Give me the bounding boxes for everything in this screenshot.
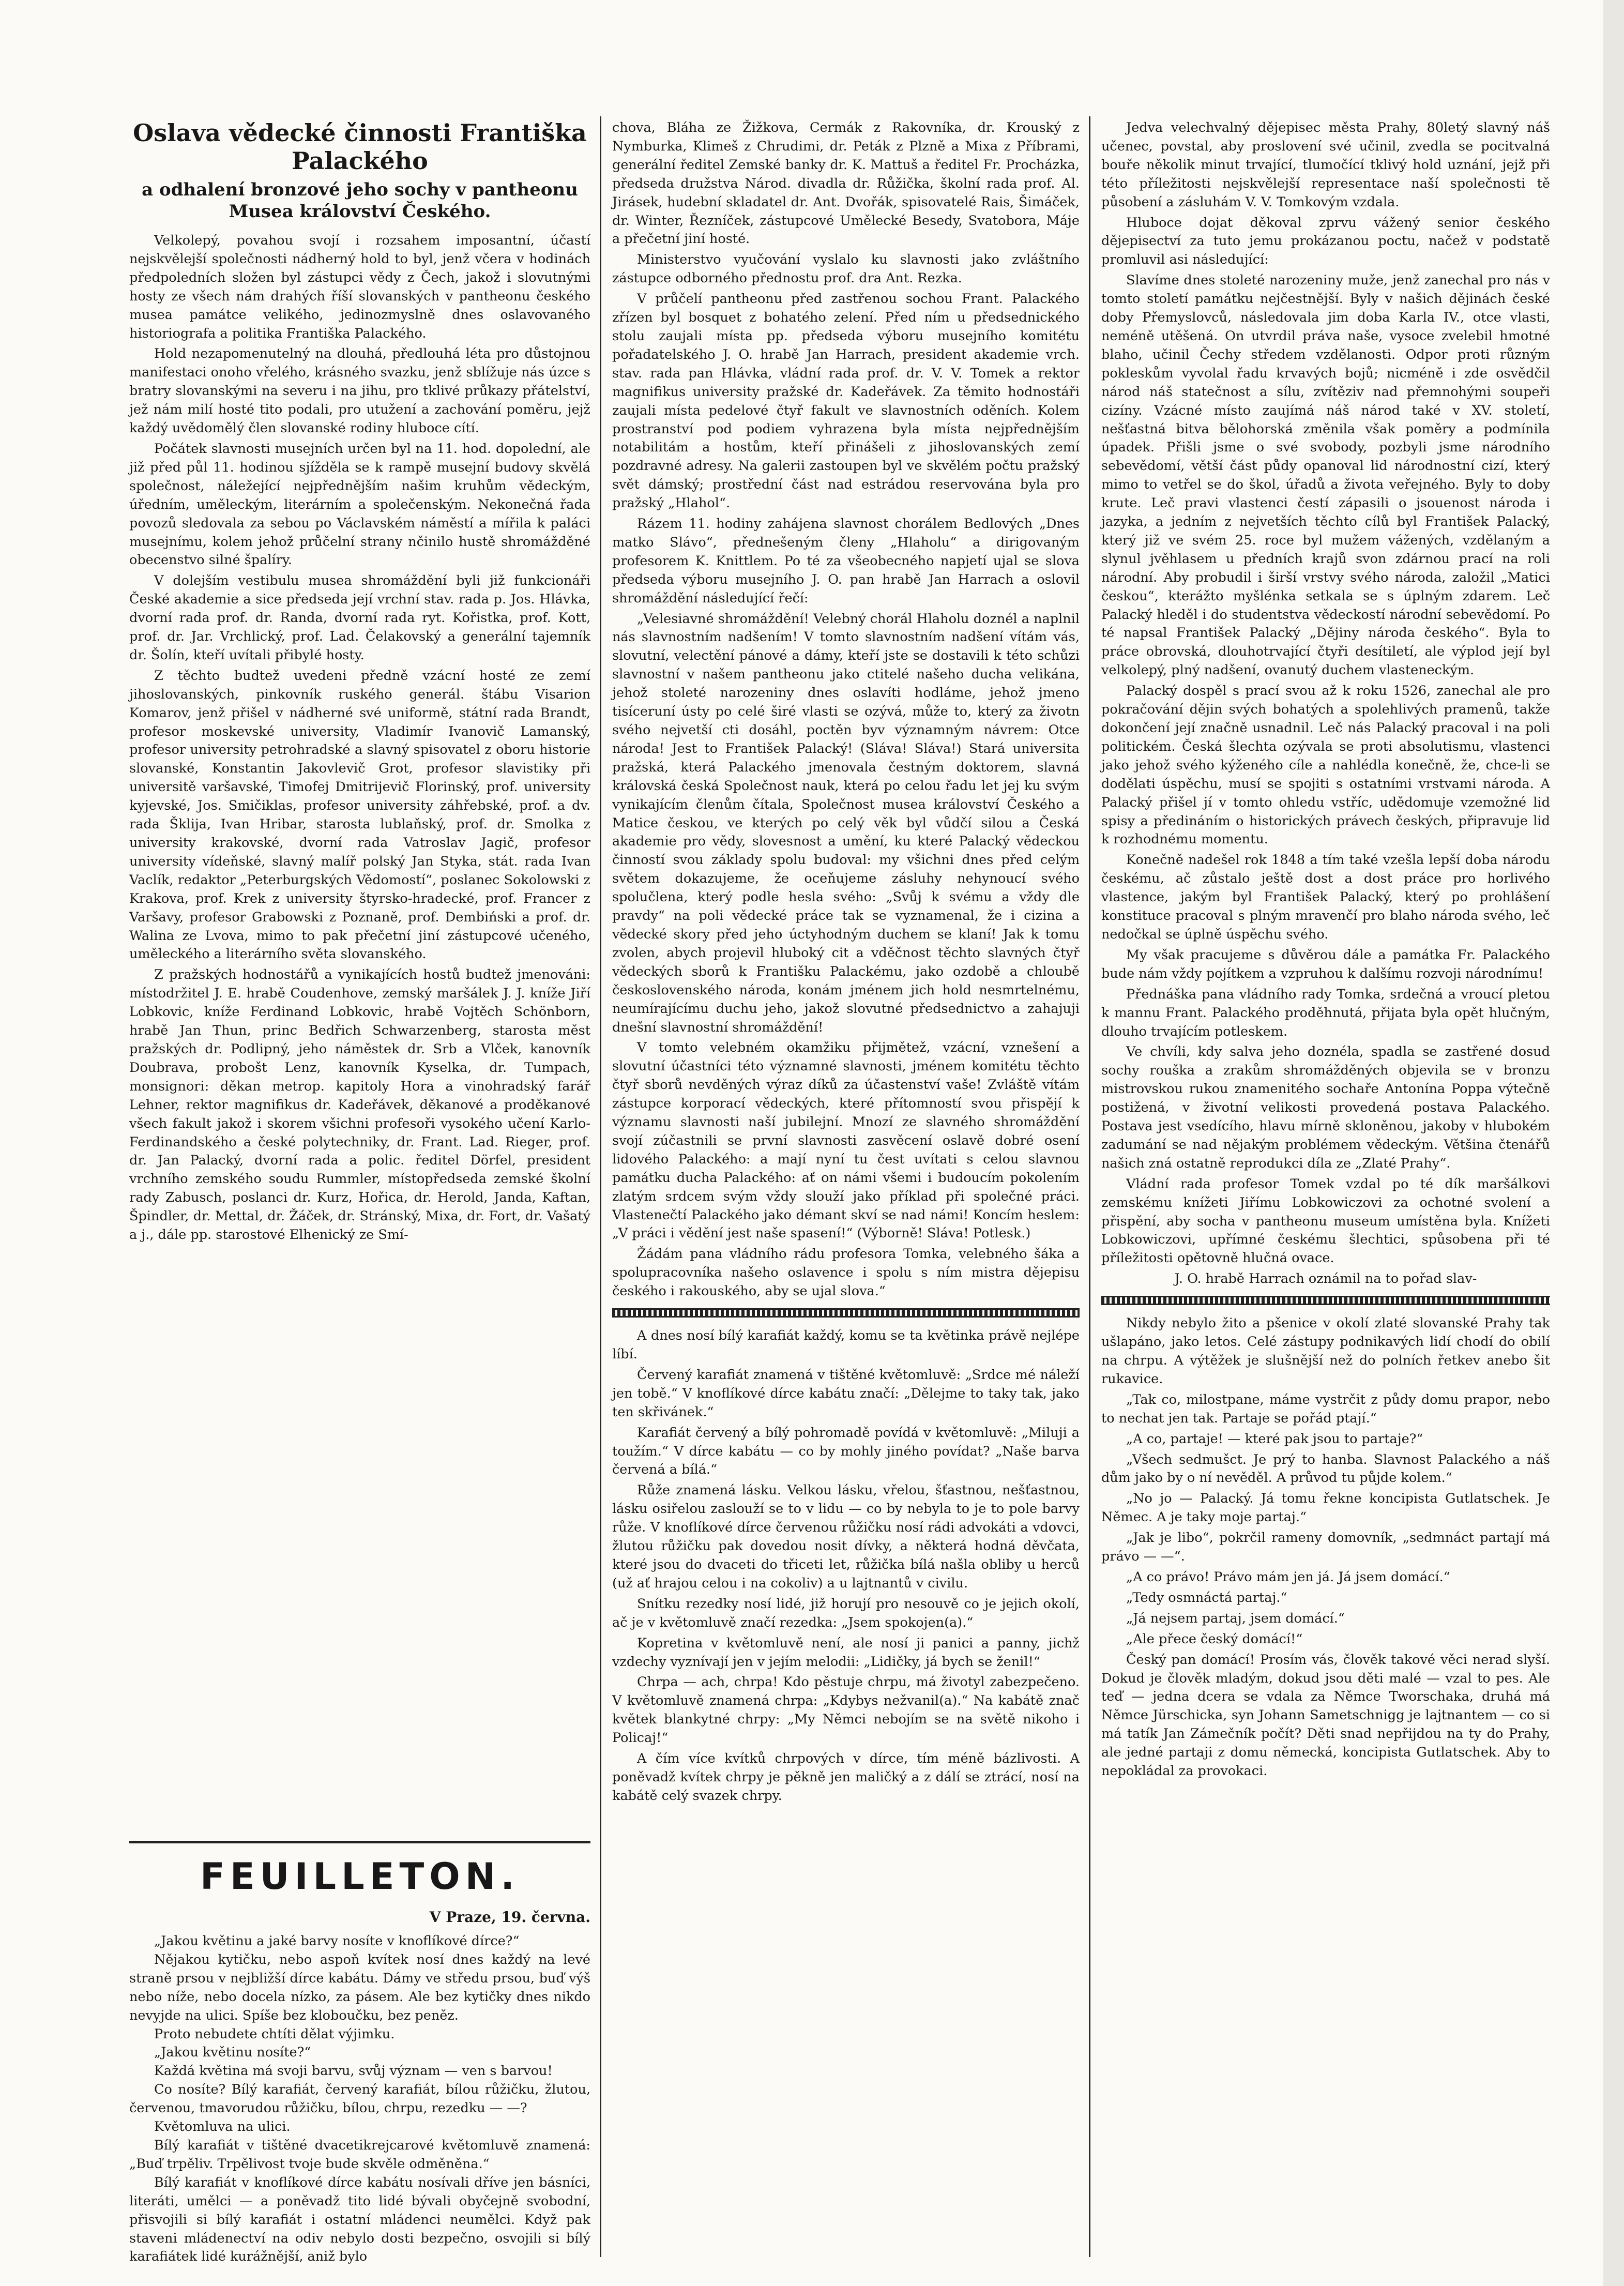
paragraph: Bílý karafiát v knoflíkové dírce kabátu nosívali dříve jen básníci, literáti, umělci — a poněvadž tito lidé bývali obyčejně svobodní, přisvojili si bílý karafiát i ostatní mládenci neumělci. Když pak staveni mládenectví na odiv nebylo dosti bezpečno, osvojili si bílý karafiátek lidé kurážnější, aniž bylo bbox=[129, 2174, 590, 2265]
paragraph: Konečně nadešel rok 1848 a tím také vzešla lepší doba národu českému, ač zůstalo ještě dost a dost práce pro horlivého vlastence, jakým byl František Palacký, který po prohlášení konstituce pracoval s plným mravenčí pro blaho národa svého, leč nedočkal se úplně úspěchu svého. bbox=[1101, 852, 1550, 942]
paragraph: „A co právo! Právo mám jen já. Já jsem domácí.“ bbox=[1126, 1569, 1450, 1585]
paragraph: „Já nejsem partaj, jsem domácí.“ bbox=[1126, 1610, 1345, 1626]
paragraph: Hold nezapomenutelný na dlouhá, předlouhá léta pro důstojnou manifestaci onoho vřelého, krásného svazku, jenž sblížuje nás úzce s bratry slovanskými na severu i na jihu, pro tklivé průkazy přátelství, jež nám milí hosté tito podali, pro utužení a zachování poměru, jejž každý uvědomělý člen slovanské rodiny hluboce cítí. bbox=[129, 346, 590, 436]
feuilleton-section bbox=[129, 1841, 590, 2265]
article-subtitle: a odhalení bronzové jeho sochy v pantheonu Musea království Českého. bbox=[142, 179, 578, 222]
paragraph: Palacký dospěl s prací svou až k roku 1526, zanechal ale pro pokračování dějin svých bohatých a spolehlivých pramenů, takže dokončení její značně usnadnil. Leč nás Palacký pracoval i na poli politickém. Česká šlechta ozývala se proti absolutismu, vlastenci jako jehož svého kýženého cíle a nahlédla konečně, že, chce-li se dodělati úspěchu, musí se spojiti s ostatními vrstvami národa. A Palacký přišel jí v tomto ohledu vstříc, udědomuje vzemožné lid spisy a předináním o historických právech českých, připravuje lid k rozhodnému momentu. bbox=[1101, 683, 1550, 847]
paragraph: Bílý karafiát v tištěné dvacetikrejcarové květomluvě znamená: „Buď trpěliv. Trpělivost tvoje bude skvěle odměněna.“ bbox=[129, 2137, 590, 2172]
paragraph: „Jak je libo“, pokrčil rameny domovník, „sedmnáct partají má právo — —“. bbox=[1101, 1530, 1550, 1565]
paragraph: Proto nebudete chtíti dělat výjimku. bbox=[154, 2026, 395, 2042]
paragraph: Z těchto budtež uvedeni předně vzácní hosté ze zemí jihoslovanských, pinkovník ruského generál. štábu Visarion Komarov, jenž přišel v nádherné své uniformě, státní rada Brandt, profesor moskevské university, Vladimír Ivanovič Lamanský, profesor university petrohradské a slavný spisovatel z oboru historie slovanské, Konstantin Jakovlevič Grot, profesor slavistiky při universitě varšavské, Timofej Dmitrijevič Florinský, prof. university kyjevské, Jos. Smičiklas, profesor university záhřebské, prof. a dv. rada Šklija, Ivan Hribar, starosta lublaňský, prof. dr. Smolka z university krakovské, dvorní rada Vatroslav Jagič, profesor university vídeňské, slavný malíř polský Jan Styka, stát. rada Ivan Vaclík, redaktor „Peterburgských Vědomostí“, poslanec Sokolowski z Krakova, prof. Krek z university štyrsko-hradecké, prof. Francer z Varšavy, profesor Grabowski z Poznaně, prof. Dembiński a prof. dr. Walina ze Lvova, mimo to pak přečetní jiní zástupcové učeného, uměleckého a literárního světa slovanského. bbox=[129, 668, 590, 962]
paragraph: „A co, partaje! — které pak jsou to partaje?“ bbox=[1126, 1431, 1423, 1447]
column-rule bbox=[1089, 116, 1090, 2257]
section-divider bbox=[1101, 1296, 1550, 1305]
paragraph: Ve chvíli, kdy salva jeho doznéla, spadla se zastřené dosud sochy rouška a zrakům shromážděných objevila se v bronzu mistrovskou rukou znamenitého sochaře Antonína Poppa výtečně postižená, v životní velikosti provedená postava Palackého. Postava jest vsedícího, hlavu mírně skloněnou, jakoby v hlubokém zadumání se nad nějakým problémem vědeckým. Většina čtenářů našich zná ostatně reprodukci díla ze „Zlaté Prahy“. bbox=[1101, 1044, 1550, 1171]
paragraph: „Jakou květinu nosíte?“ bbox=[154, 2045, 311, 2061]
column-2 bbox=[612, 119, 1080, 2239]
paragraph: Nikdy nebylo žito a pšenice v okolí zlaté slovanské Prahy tak ušlapáno, jako letos. Celé zástupy podnikavých lidí chodí do obilí na chrpu. A výtěžek je slušnější než do polních řetkev anebo šit rukavice. bbox=[1101, 1315, 1550, 1387]
paragraph: Nějakou kytičku, nebo aspoň kvítek nosí dnes každý na levé straně prsou v nejbližší dírce kabátu. Dámy ve středu prsou, buď výš nebo níže, nebo docela nízko, za pásem. Ale bez kytičky dnes nikdo nevyjde na ulici. Spíše bez kloboučku, bez peněz. bbox=[129, 1951, 590, 2023]
paragraph: Kopretina v květomluvě není, ale nosí ji panici a panny, jichž vzdechy vyznívají jen v jejím melodii: „Lidičky, já bych se ženil!“ bbox=[612, 1635, 1080, 1670]
paragraph: My však pracujeme s důvěrou dále a památka Fr. Palackého bude nám vždy pojítkem a vzpruhou k dalšímu rozvoji národnímu! bbox=[1101, 947, 1550, 981]
paragraph: Co nosíte? Bílý karafiát, červený karafiát, bílou růžičku, žlutou, červenou, tmavorudou růžičku, bílou, chrpu, rezedku — —? bbox=[129, 2082, 590, 2116]
paragraph: Žádám pana vládního rádu profesora Tomka, velebného šáka a spolupracovníka našeho oslavence i spolu s ním mistra dějepisu českého i rakouského, aby se ujal slova.“ bbox=[612, 1246, 1080, 1299]
section-divider bbox=[129, 1841, 590, 1843]
column-3 bbox=[1101, 119, 1550, 2239]
paragraph: Přednáška pana vládního rady Tomka, srdečná a vroucí pletou k mannu Frant. Palackého proděhnutá, přijata byla opět hlučným, dlouho trvajícím potleskem. bbox=[1101, 986, 1550, 1039]
article-body-col1 bbox=[129, 232, 590, 1245]
paragraph: Chrpa — ach, chrpa! Kdo pěstuje chrpu, má životyl zabezpečeno. V květomluvě znamená chrpa: „Kdybys nežvanil(a).“ Na kabátě znač květek blankytné chrpy: „My Němci nebojím se na světě nikoho i Policaj!“ bbox=[612, 1674, 1080, 1746]
paragraph: Květomluva na ulici. bbox=[154, 2119, 291, 2135]
paragraph: Rázem 11. hodiny zahájena slavnost chorálem Bedlových „Dnes matko Slávo“, přednešeným členy „Hlaholu“ a dirigovaným profesorem K. Knittlem. Po té za všeobecného napjetí ujal se slova předseda výboru musejního J. O. pan hrabě Jan Harrach a oslovil shromáždění následující řečí: bbox=[612, 516, 1080, 606]
article-title: Oslava vědecké činnosti Františka Palackého bbox=[133, 119, 587, 175]
paragraph: J. O. hrabě Harrach oznámil na to pořad slav- bbox=[1174, 1271, 1477, 1287]
paragraph: Hluboce dojat děkoval zprvu vážený senior českého dějepisectví za tuto jemu prokázanou poctu, načež v podstatě promluvil asi následující: bbox=[1101, 215, 1550, 268]
paragraph: A čím více kvítků chrpových v dírce, tím méně bázlivosti. A poněvadž kvítek chrpy je pěkně jen maličký a z dálí se ztrácí, nosí na kabátě celý svazek chrpy. bbox=[612, 1751, 1080, 1804]
paragraph: chova, Bláha ze Žižkova, Cermák z Rakovníka, dr. Krouský z Nymburka, Klimeš z Chrudimi, dr. Peták z Plzně a Mixa z Příbrami, generální ředitel Zemské banky dr. K. Mattuš a ředitel Fr. Procházka, předseda družstva Národ. divadla dr. Růžička, školní rada prof. Al. Jirásek, hudební skladatel dr. Ant. Dvořák, spisovatelé Rais, Šimáček, dr. Winter, Řezníček, zástupcové Umělecké Besedy, Svatobora, Máje a přečetní jiní hosté. bbox=[612, 120, 1080, 247]
paragraph: V průčelí pantheonu před zastřenou sochou Frant. Palackého zřízen byl bosquet z bohatého zelení. Před ním u předsednického stolu zaujali místa pp. předseda výboru musejního komitétu pořadatelského J. O. hrabě Jan Harrach, president akademie vrch. stav. rada pan Hlávka, vládní rada prof. dr. V. V. Tomek a rektor magnifikus university pražské dr. Kadeřávek. Za těmito hodnostáři zaujali místa pedelové čtyř fakult ve slavnostních oděních. Kolem prostranství pod podiem vyhrazena byla místa nejpřednějším notabilitám a hostům, kteří přinášeli z jihoslovanských zemí pozdravné adresy. Na galerii zastoupen byl ve skvělém počtu pražský svět dámský; prostřední část nad estrádou reservována byla pro pražský „Hlahol“. bbox=[612, 291, 1080, 511]
paragraph: „Ale přece český domácí!“ bbox=[1126, 1631, 1303, 1647]
feuilleton-heading: FEUILLETON. bbox=[200, 1855, 520, 1898]
paragraph: V tomto velebném okamžiku přijmětež, vzácní, vznešení a slovutní účastníci této významné slavnosti, jménem komitétu těchto čtyř sborů nevděných výraz díků za účastenství vaše! Zvláště vítám zástupce korporací vědeckých, které přítomností svou přispějí k významu slavnosti naší jubilejní. Mnozí ze slavného shromáždění svojí zúčastnili se první slavnosti zasvěcení oslavě dobré osení lidového Palackého: a mají nyní tu čest uvítati s celou slavnou památku ducha Palackého: ať on námi všemi i budoucím pokolením zlatým srdcem svým vždy slouží jako příklad při společné práci. Vlastenečtí Palackého jako démant skví se nad námi! Koncím heslem: „V práci i vědění jest naše spasení!“ (Výborně! Sláva! Potlesk.) bbox=[612, 1040, 1080, 1242]
paragraph: Z pražských hodnostářů a vynikajících hostů budtež jmenováni: místodržitel J. E. hrabě Coudenhove, zemský maršálek J. J. kníže Jiří Lobkovic, kníže Ferdinand Lobkovic, hrabě Vojtěch Schönborn, hrabě Jan Thun, princ Bedřich Schwarzenberg, starosta měst pražských dr. Podlipný, jeho náměstek dr. Srb a Vlček, kanovník Doubrava, probošt Lenz, kanovník Kyselka, dr. Tumpach, monsignori: děkan metrop. kapitoly Hora a vinohradský farář Lehner, rektor magnifikus dr. Kadeřávek, děkanové a proděkanové všech fakult jakož i skorem všichni profesoři vysokého učení Karlo-Ferdinandského a české polytechniky, dr. Frant. Lad. Rieger, prof. dr. Jan Palacký, dvorní rada a polic. ředitel Dörfel, president vrchního zemského soudu Rummler, místopředseda zemské školní rady Zabusch, poslanci dr. Kurz, Hořica, dr. Herold, Janda, Kaftan, Špindler, dr. Mettal, dr. Žáček, dr. Stránský, Mixa, dr. Fort, dr. Vašatý a j., dále pp. starostové Elhenický ze Smí- bbox=[129, 967, 590, 1243]
paragraph: Slavíme dnes stoleté narozeniny muže, jenž zanechal pro nás v tomto století památku nejčestnější. Byly v našich dějinách české doby Přemyslovců, následovala jim doba Karla IV., otce vlasti, neméně utěšená. On utvrdil práva naše, vysoce zvelebil hmotné blaho, učinil Čechy středem vzdělanosti. Odpor proti různým pokleskům vyvolal řadu krvavých bojů; nicméně i zde osvědčil národ náš statečnost a sílu, zvítěziv nad přemnohými soupeři cizíny. Vzácné místo zaujímá náš národ také v XV. století, nešťastná bitva bělohorská změnila však poměry a podmínila úpadek. Přišli jsme o své svobody, pozbyli jsme národního sebevědomí, větší část půdy opanoval lid národnostní cizí, který mimo to vetřel se do škol, úřadů a života veřejného. Byly to doby krute. Leč pravi vlastenci čestí zápasili o jsouenost národa i jazyka, a jedním z nejvetších těchto cílů byl František Palacký, který již ve svém 25. roce byl mužem vážených, vzdělaným a slynul jvěhlasem u předních krajů svon zdárnou prací na roli národní. Aby probudil i širší vrstvy svého národa, založil „Matici českou“, kterážto myšlénka setkala se s úplným zdarem. Leč Palacký hleděl i do studentstva vědeckostí národní sebevědomí. Po té napsal František Palacký „Dějiny národa českého“. Byla to práce obrovská, dlouhotrvající čtyři desítiletí, ale výplod její byl velkolepý, plný nadšení, ovanutý duchem vlasteneckým. bbox=[1101, 272, 1550, 678]
paragraph: „No jo — Palacký. Já tomu řekne koncipista Gutlatschek. Je Němec. A je taky moje partaj.“ bbox=[1101, 1491, 1550, 1525]
column-rule bbox=[600, 116, 601, 2257]
paragraph: V dolejším vestibulu musea shromáždění byli již funkcionáři České akademie a sice předseda její vrchní stav. rada p. Jos. Hlávka, dvorní rada prof. dr. Randa, dvorní rada ryt. Kořistka, prof. Kott, prof. dr. Jar. Vrchlický, prof. Lad. Čelakovský a generální tajemník dr. Šolín, kteří uvítali přibylé hosty. bbox=[129, 573, 590, 663]
paragraph: Karafiát červený a bílý pohromadě povídá v květomluvě: „Miluji a toužím.“ V dírce kabátu — co by mohly jiného povídat? „Naše barva červená a bílá.“ bbox=[612, 1425, 1080, 1478]
paragraph: Červený karafiát znamená v tištěné květomluvě: „Srdce mé náleží jen tobě.“ V knoflíkové dírce kabátu značí: „Dělejme to taky tak, jako ten skřivánek.“ bbox=[612, 1367, 1080, 1420]
dateline: V Praze, 19. června. bbox=[429, 1909, 590, 1926]
paragraph: „Tedy osmnáctá partaj.“ bbox=[1126, 1589, 1287, 1606]
paragraph: Počátek slavnosti musejních určen byl na 11. hod. dopolední, ale již před půl 11. hodinou sjížděla se k rampě musejní budovy skvělá společnost, náležející nejpřednějším našim kruhům vědeckým, úředním, uměleckým, literárním a společenským. Nekonečná řada povozů sledovala za sebou po Václavském náměstí a mířila k paláci musejnímu, kolem jehož průčelní strany nčinilo hustě shromážděné obecenstvo silné špalíry. bbox=[129, 441, 590, 568]
paragraph: „Velesiavné shromáždění! Velebný chorál Hlaholu doznél a naplnil nás slavnostním nadšením! V tomto slavnostním nadšení vítám vás, slovutní, velectění pánové a dámy, kteří jste se dostavili k této schůzi slavnostní v našem pantheonu jako ctitelé našeho ducha velikána, jehož stoleté narozeniny dnes oslavíti hodláme, jehož jmeno tisíceruní ústy po celé širé vlasti se ozývá, může to, který za životn svého nejvetší cti dosáhl, poctěn byv významným návrem: Otce národa! Jest to František Palacký! (Sláva! Sláva!) Stará universita pražská, která Palackého jmenovala čestným doktorem, slavná královská česká Společnost nauk, která po celou řadu let jej ku svým vynikajícím členům čítala, Společnost musea království Českého a Matice českou, ve kterých po celý věk byl vůdčí silou a Česká akademie pro vědy, slovesnost a umění, ku které Palacký vědeckou činností svou základy spolu budoval: my všichni dnes před celým světem dokazujeme, že oceňujeme zásluhy nehynoucí svého spolučlena, který podle hesla svého: „Svůj k svému a vždy dle pravdy“ na poli vědecké práce tak se vyznamenal, že i cizina a vědecké skory před jeho úctyhodným duchem se klaní! Jak k tomu zvolen, abych projevil hluboký cit a vděčnost těchto slavných čtyř vědeckých sborů k Františku Palackému, jako ozdobě a chloubě československého národa, konám jménem jich hold nesmrtelnému, neumírajícímu duchu jeho, jakož slovutné předsednictvo a zahajuji dnešní slavnostní shromáždění! bbox=[612, 611, 1080, 1035]
paragraph: Jedva velechvalný dějepisec města Prahy, 80letý slavný náš učenec, povstal, aby proslovení své učinil, zvedla se pocitvalná bouře několik minut trvající, tlumočící tklivý hold uznání, jejž při této příležitosti nejskvělejší representace naší společnosti tě působení a zásluhám V. V. Tomkovým vzdala. bbox=[1101, 120, 1550, 210]
paragraph: Vládní rada profesor Tomek vzdal po té dík maršálkovi zemskému knížeti Jiřímu Lobkowiczovi za ochotné svolení a přispění, aby socha v pantheonu museum umístěna byla. Knížeti Lobkowiczovi, upřímné českému šlechtici, spůsobena při té příležitosti opětovně hlučná ovace. bbox=[1101, 1176, 1550, 1266]
column-1 bbox=[129, 119, 590, 1841]
paragraph: A dnes nosí bílý karafiát každý, komu se ta květinka právě nejlépe líbí. bbox=[612, 1328, 1080, 1362]
paragraph: Ministerstvo vyučování vyslalo ku slavnosti jako zvláštního zástupce odborného přednostu prof. dra Ant. Rezka. bbox=[612, 252, 1080, 286]
paragraph: Velkolepý, povahou svojí i rozsahem imposantní, účastí nejskvělejší společnosti nádherný hold to byl, jenž včera v hodinách předpoledních složen byl zástupci vědy z Čech, jakož i slovutnými hosty ze všech nám drahých říší slovanských v pantheonu českého musea památce velikého, jedinozmyslně dnes oslavovaného historiografa a politika Františka Palackého. bbox=[129, 233, 590, 341]
paragraph: Růže znamená lásku. Velkou lásku, vřelou, šťastnou, nešťastnou, lásku osiřelou zaslouží se to v lidu — co by nebyla to je to pole barvy růže. V knoflíkové dírce červenou růžičku nosí rádi advokáti a vdovci, žlutou růžičku pak dovedou nosit dívky, a některá hodná děvčata, které jsou do dvaceti do třiceti let, růžička bílá našla obliby u herců (už ať hrajou celou i na cokoliv) a u lajtnantů v civilu. bbox=[612, 1482, 1080, 1591]
paragraph: Český pan domácí! Prosím vás, člověk takové věci nerad slyší. Dokud je člověk mladým, dokud jsou děti malé — vzal to pes. Ale teď — jedna dcera se vdala za Němce Tworschaka, druhá má Němce Jürschicka, syn Johann Sametschnigg je lajtnantem — co si má tatík Jan Zámečník počít? Děti snad nepřijdou na ty do Prahy, ale jedné partaji z domu německá, koncipista Gutlatschek. Aby to nepokládal za provokaci. bbox=[1101, 1652, 1550, 1779]
paragraph: Snítku rezedky nosí lidé, již horují pro nesouvě co je jejich okolí, ač je v květomluvě značí rezedka: „Jsem spokojen(a).“ bbox=[612, 1596, 1080, 1630]
paragraph: Každá květina má svoji barvu, svůj význam — ven s barvou! bbox=[154, 2063, 553, 2079]
paragraph: „Jakou květinu a jaké barvy nosíte v knoflíkové dírce?“ bbox=[154, 1933, 520, 1949]
paragraph: „Všech sedmušct. Je prý to hanba. Slavnost Palackého a náš dům jako by o ní nevěděl. A průvod tu půjde kolem.“ bbox=[1101, 1451, 1550, 1486]
page-edge bbox=[1603, 0, 1624, 2286]
paragraph: „Tak co, milostpane, máme vystrčit z půdy domu prapor, nebo to nechat jen tak. Partaje se pořád ptají.“ bbox=[1101, 1391, 1550, 1426]
section-divider bbox=[612, 1308, 1080, 1318]
